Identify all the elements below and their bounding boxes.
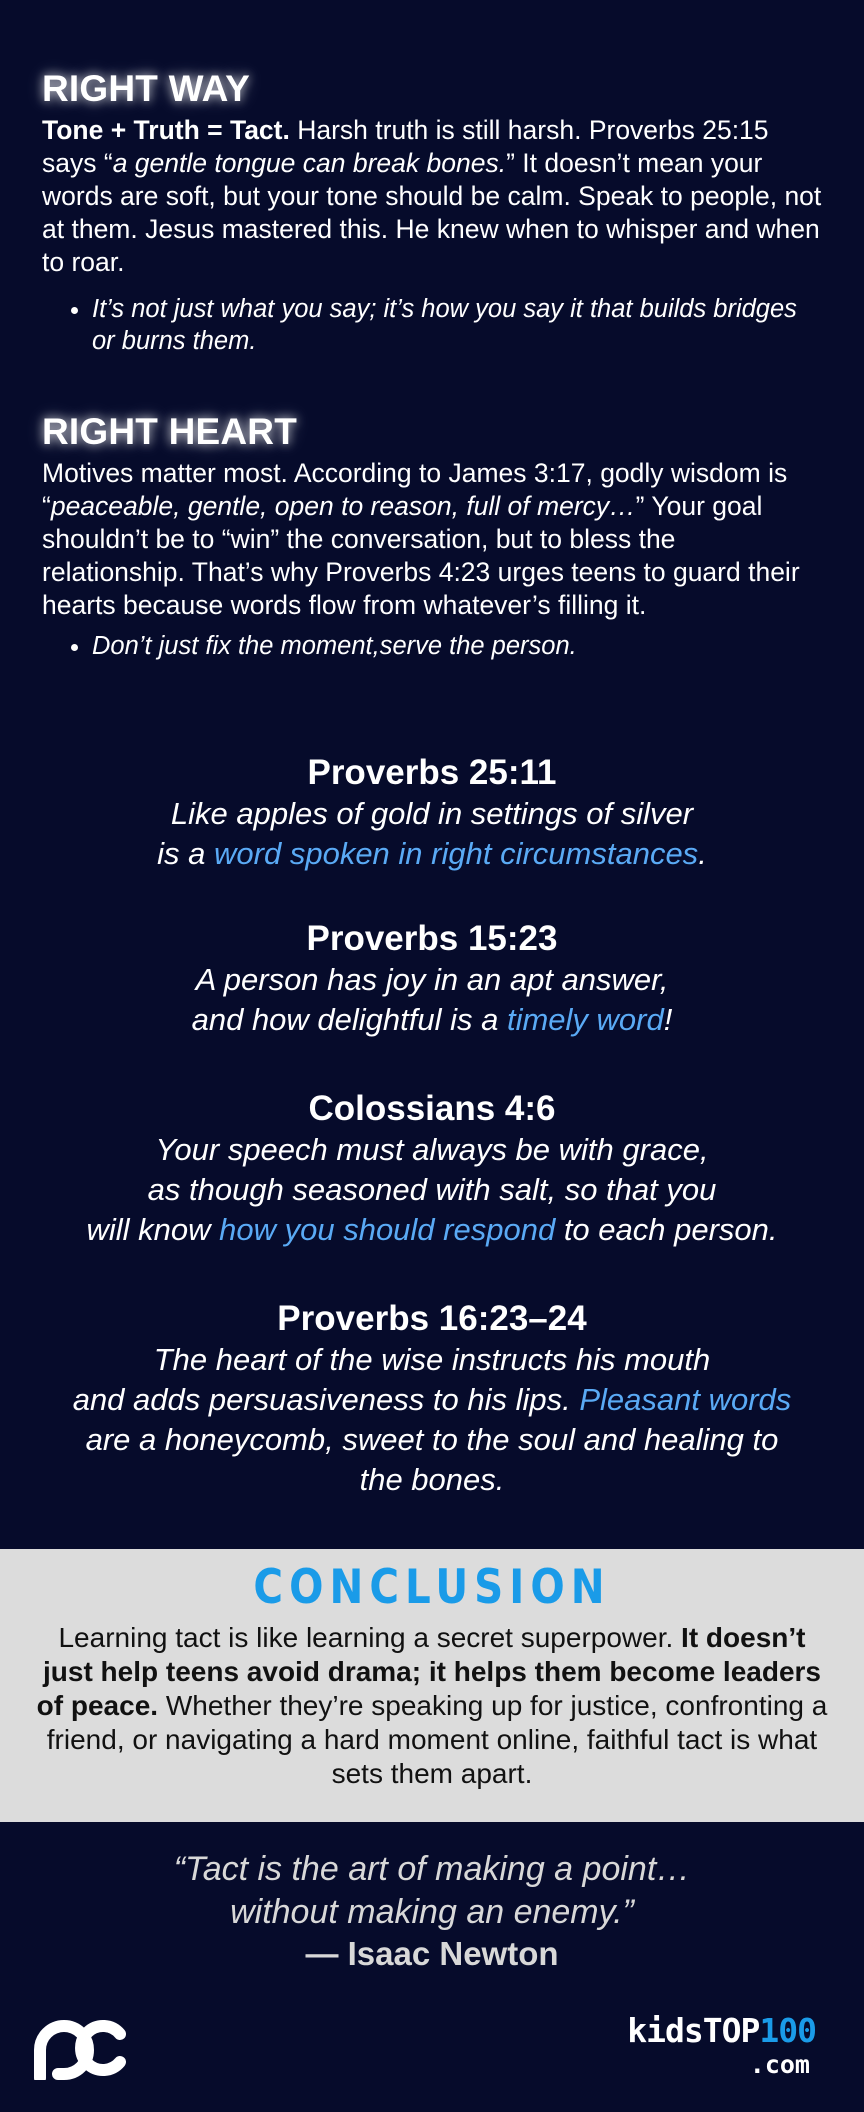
verse-line: The heart of the wise instructs his mouth — [153, 1342, 711, 1377]
right-way-text-2: ” It doesn’t mean your words are soft, but your tone should be calm. Speak to people, not at them. Jesus mastered this. He knew when to whisper and when to roar. — [42, 148, 822, 277]
kidstop100-logo — [627, 2012, 816, 2080]
verse-reference: Proverbs 25:11 — [307, 753, 557, 792]
right-heart-text-2: ” Your goal shouldn’t be to “win” the conversation, but to bless the relationship. That’s why Proverbs 4:23 urges teens to guard their hearts because words flow from whatever’s filling it. — [42, 491, 800, 620]
right-heart-paragraph — [42, 457, 822, 622]
right-way-section — [0, 68, 864, 357]
right-way-paragraph — [42, 114, 822, 279]
verse-reference: Colossians 4:6 — [308, 1089, 556, 1128]
right-way-quote: a gentle tongue can break bones. — [112, 148, 507, 178]
brand-top: TOP — [702, 2011, 760, 2050]
verse-line: and how delightful is a — [191, 1002, 507, 1037]
closing-quote — [0, 1848, 864, 1974]
verse-text — [60, 1340, 804, 1500]
verse-list — [0, 752, 864, 1500]
brand-number: 100 — [759, 2011, 816, 2050]
verse-text — [20, 794, 844, 874]
right-way-text-1: Harsh truth is still harsh. Proverbs 25:15 says “ — [42, 115, 769, 178]
verse-highlight: Pleasant words — [579, 1382, 792, 1417]
verse-proverbs-16-23-24 — [20, 1298, 844, 1500]
conclusion-box — [0, 1549, 864, 1822]
verse-text — [20, 960, 844, 1040]
verse-proverbs-15-23 — [20, 918, 844, 1040]
verse-line: as though seasoned with salt, so that you — [147, 1172, 717, 1207]
verse-line: are a honeycomb, sweet to the soul and healing to the bones. — [85, 1422, 779, 1497]
quote-line-2: without making an enemy.” — [230, 1893, 634, 1931]
right-heart-quote: peaceable, gentle, open to reason, full of mercy… — [50, 491, 636, 521]
verse-line: Your speech must always be with grace, — [155, 1132, 709, 1167]
right-way-bullet: • It’s not just what you say; it’s how you say it that builds bridges or burns them. — [92, 293, 822, 357]
right-way-heading: RIGHT WAY — [42, 68, 251, 109]
verse-line: A person has joy in an apt answer, — [195, 962, 669, 997]
conclusion-text-2: Whether they’re speaking up for justice, confronting a friend, or navigating a hard moment online, faithful tact is what sets them apart. — [46, 1690, 828, 1789]
conclusion-title: CONCLUSION — [253, 1560, 611, 1615]
right-heart-bullet: • Don’t just fix the moment,serve the person. — [92, 630, 822, 662]
conclusion-bold: It doesn’t just help teens avoid drama; it helps them become leaders of peace. — [36, 1622, 821, 1721]
verse-proverbs-25-11 — [20, 752, 844, 874]
brand-kids: kids — [627, 2011, 703, 2050]
right-way-bullets — [42, 293, 822, 357]
verse-line: ! — [663, 1002, 673, 1037]
right-heart-bullets — [42, 630, 822, 662]
right-way-lead: Tone + Truth = Tact. — [42, 115, 290, 145]
verse-line: will know — [86, 1212, 220, 1247]
verse-colossians-4-6 — [20, 1088, 844, 1250]
right-heart-section — [0, 411, 864, 662]
verse-line: to each person. — [555, 1212, 778, 1247]
brand-wordmark — [627, 2012, 816, 2050]
verse-line: and adds persuasiveness to his lips. — [72, 1382, 580, 1417]
verse-reference: Proverbs 15:23 — [306, 919, 558, 958]
right-heart-heading: RIGHT HEART — [42, 411, 298, 452]
verse-line: . — [698, 836, 707, 871]
right-heart-text-1: Motives matter most. According to James 3:17, godly wisdom is “ — [42, 458, 788, 521]
quote-line-1: “Tact is the art of making a point… — [173, 1850, 691, 1888]
verse-highlight: timely word — [506, 1002, 664, 1037]
verse-highlight: word spoken in right circumstances — [214, 836, 699, 871]
verse-reference: Proverbs 16:23–24 — [277, 1299, 587, 1338]
quote-author: — Isaac Newton — [305, 1935, 559, 1972]
verse-text — [20, 1130, 844, 1250]
conclusion-text-1: Learning tact is like learning a secret superpower. — [58, 1622, 682, 1653]
brand-domain: .com — [749, 2050, 810, 2079]
conclusion-text — [30, 1621, 834, 1791]
pc-logo-icon — [30, 2016, 126, 2080]
verse-highlight: how you should respond — [219, 1212, 556, 1247]
verse-line: is a — [157, 836, 215, 871]
verse-line: Like apples of gold in settings of silver — [170, 796, 694, 831]
